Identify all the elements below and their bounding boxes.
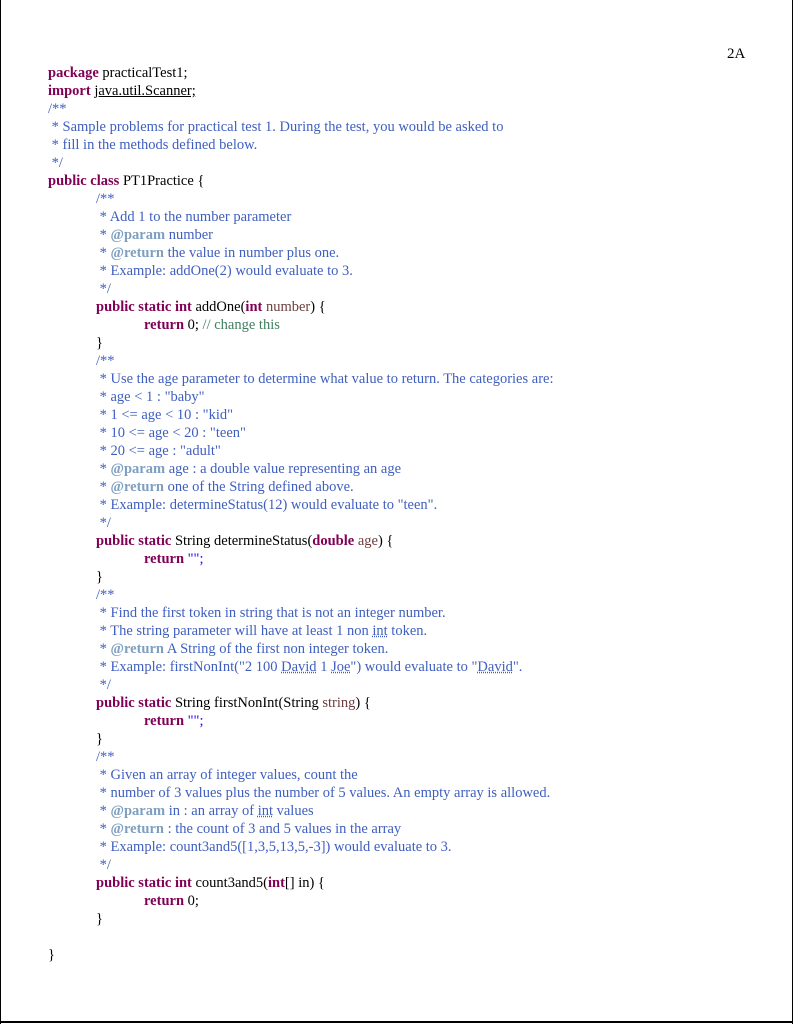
nonint-close-brace: }: [96, 731, 103, 747]
count-doc-return: * @return : the count of 3 and 5 values in the array: [96, 821, 402, 837]
import-line: import java.util.Scanner;: [48, 83, 196, 99]
count-doc-close: */: [96, 857, 111, 873]
class-doc-line-1: * Sample problems for practical test 1. During the test, you would be asked to: [48, 119, 504, 135]
status-return: return "";: [144, 551, 204, 567]
status-doc-category-kid: * 1 <= age < 10 : "kid": [96, 407, 234, 423]
status-doc-category-adult: * 20 <= age : "adult": [96, 443, 221, 459]
class-declaration: public class PT1Practice {: [48, 173, 205, 189]
addone-close-brace: }: [96, 335, 103, 351]
nonint-doc-constraint: * The string parameter will have at least 1 non int token.: [96, 623, 428, 639]
package-line: package practicalTest1;: [48, 65, 188, 81]
nonint-signature: public static String firstNonInt(String string) {: [96, 695, 371, 711]
nonint-doc-desc: * Find the first token in string that is not an integer number.: [96, 605, 446, 621]
addone-doc-param: * @param number: [96, 227, 213, 243]
nonint-return: return "";: [144, 713, 204, 729]
page-bottom-border: [0, 1021, 793, 1023]
addone-doc-open: /**: [96, 191, 115, 207]
addone-doc-example: * Example: addOne(2) would evaluate to 3.: [96, 263, 353, 279]
nonint-doc-return: * @return A String of the first non integer token.: [96, 641, 389, 657]
page-left-border: [0, 0, 1, 1024]
count-doc-example: * Example: count3and5([1,3,5,13,5,-3]) would evaluate to 3.: [96, 839, 452, 855]
page-number: 2A: [727, 46, 746, 62]
class-doc-open: /**: [48, 101, 67, 117]
count-doc-desc-2: * number of 3 values plus the number of 5 values. An empty array is allowed.: [96, 785, 551, 801]
count-doc-open: /**: [96, 749, 115, 765]
addone-doc-return: * @return the value in number plus one.: [96, 245, 340, 261]
nonint-doc-open: /**: [96, 587, 115, 603]
status-doc-category-teen: * 10 <= age < 20 : "teen": [96, 425, 246, 441]
status-doc-example: * Example: determineStatus(12) would evaluate to "teen".: [96, 497, 438, 513]
status-doc-desc: * Use the age parameter to determine what value to return. The categories are:: [96, 371, 554, 387]
class-doc-close: */: [48, 155, 63, 171]
nonint-doc-close: */: [96, 677, 111, 693]
count-return: return 0;: [144, 893, 199, 909]
status-doc-param: * @param age : a double value representing an age: [96, 461, 402, 477]
class-doc-line-2: * fill in the methods defined below.: [48, 137, 258, 153]
status-signature: public static String determineStatus(double age) {: [96, 533, 394, 549]
addone-doc-desc: * Add 1 to the number parameter: [96, 209, 292, 225]
count-doc-desc-1: * Given an array of integer values, count the: [96, 767, 358, 783]
nonint-doc-example: * Example: firstNonInt("2 100 David 1 Joe") would evaluate to "David".: [96, 659, 523, 675]
count-doc-param: * @param in : an array of int values: [96, 803, 314, 819]
status-doc-return: * @return one of the String defined above.: [96, 479, 354, 495]
addone-signature: public static int addOne(int number) {: [96, 299, 326, 315]
status-doc-category-baby: * age < 1 : "baby": [96, 389, 205, 405]
status-doc-open: /**: [96, 353, 115, 369]
count-close-brace: }: [96, 911, 103, 927]
count-signature: public static int count3and5(int[] in) {: [96, 875, 325, 891]
status-close-brace: }: [96, 569, 103, 585]
class-close-brace: }: [48, 947, 55, 963]
addone-return: return 0; // change this: [144, 317, 280, 333]
status-doc-close: */: [96, 515, 111, 531]
addone-doc-close: */: [96, 281, 111, 297]
